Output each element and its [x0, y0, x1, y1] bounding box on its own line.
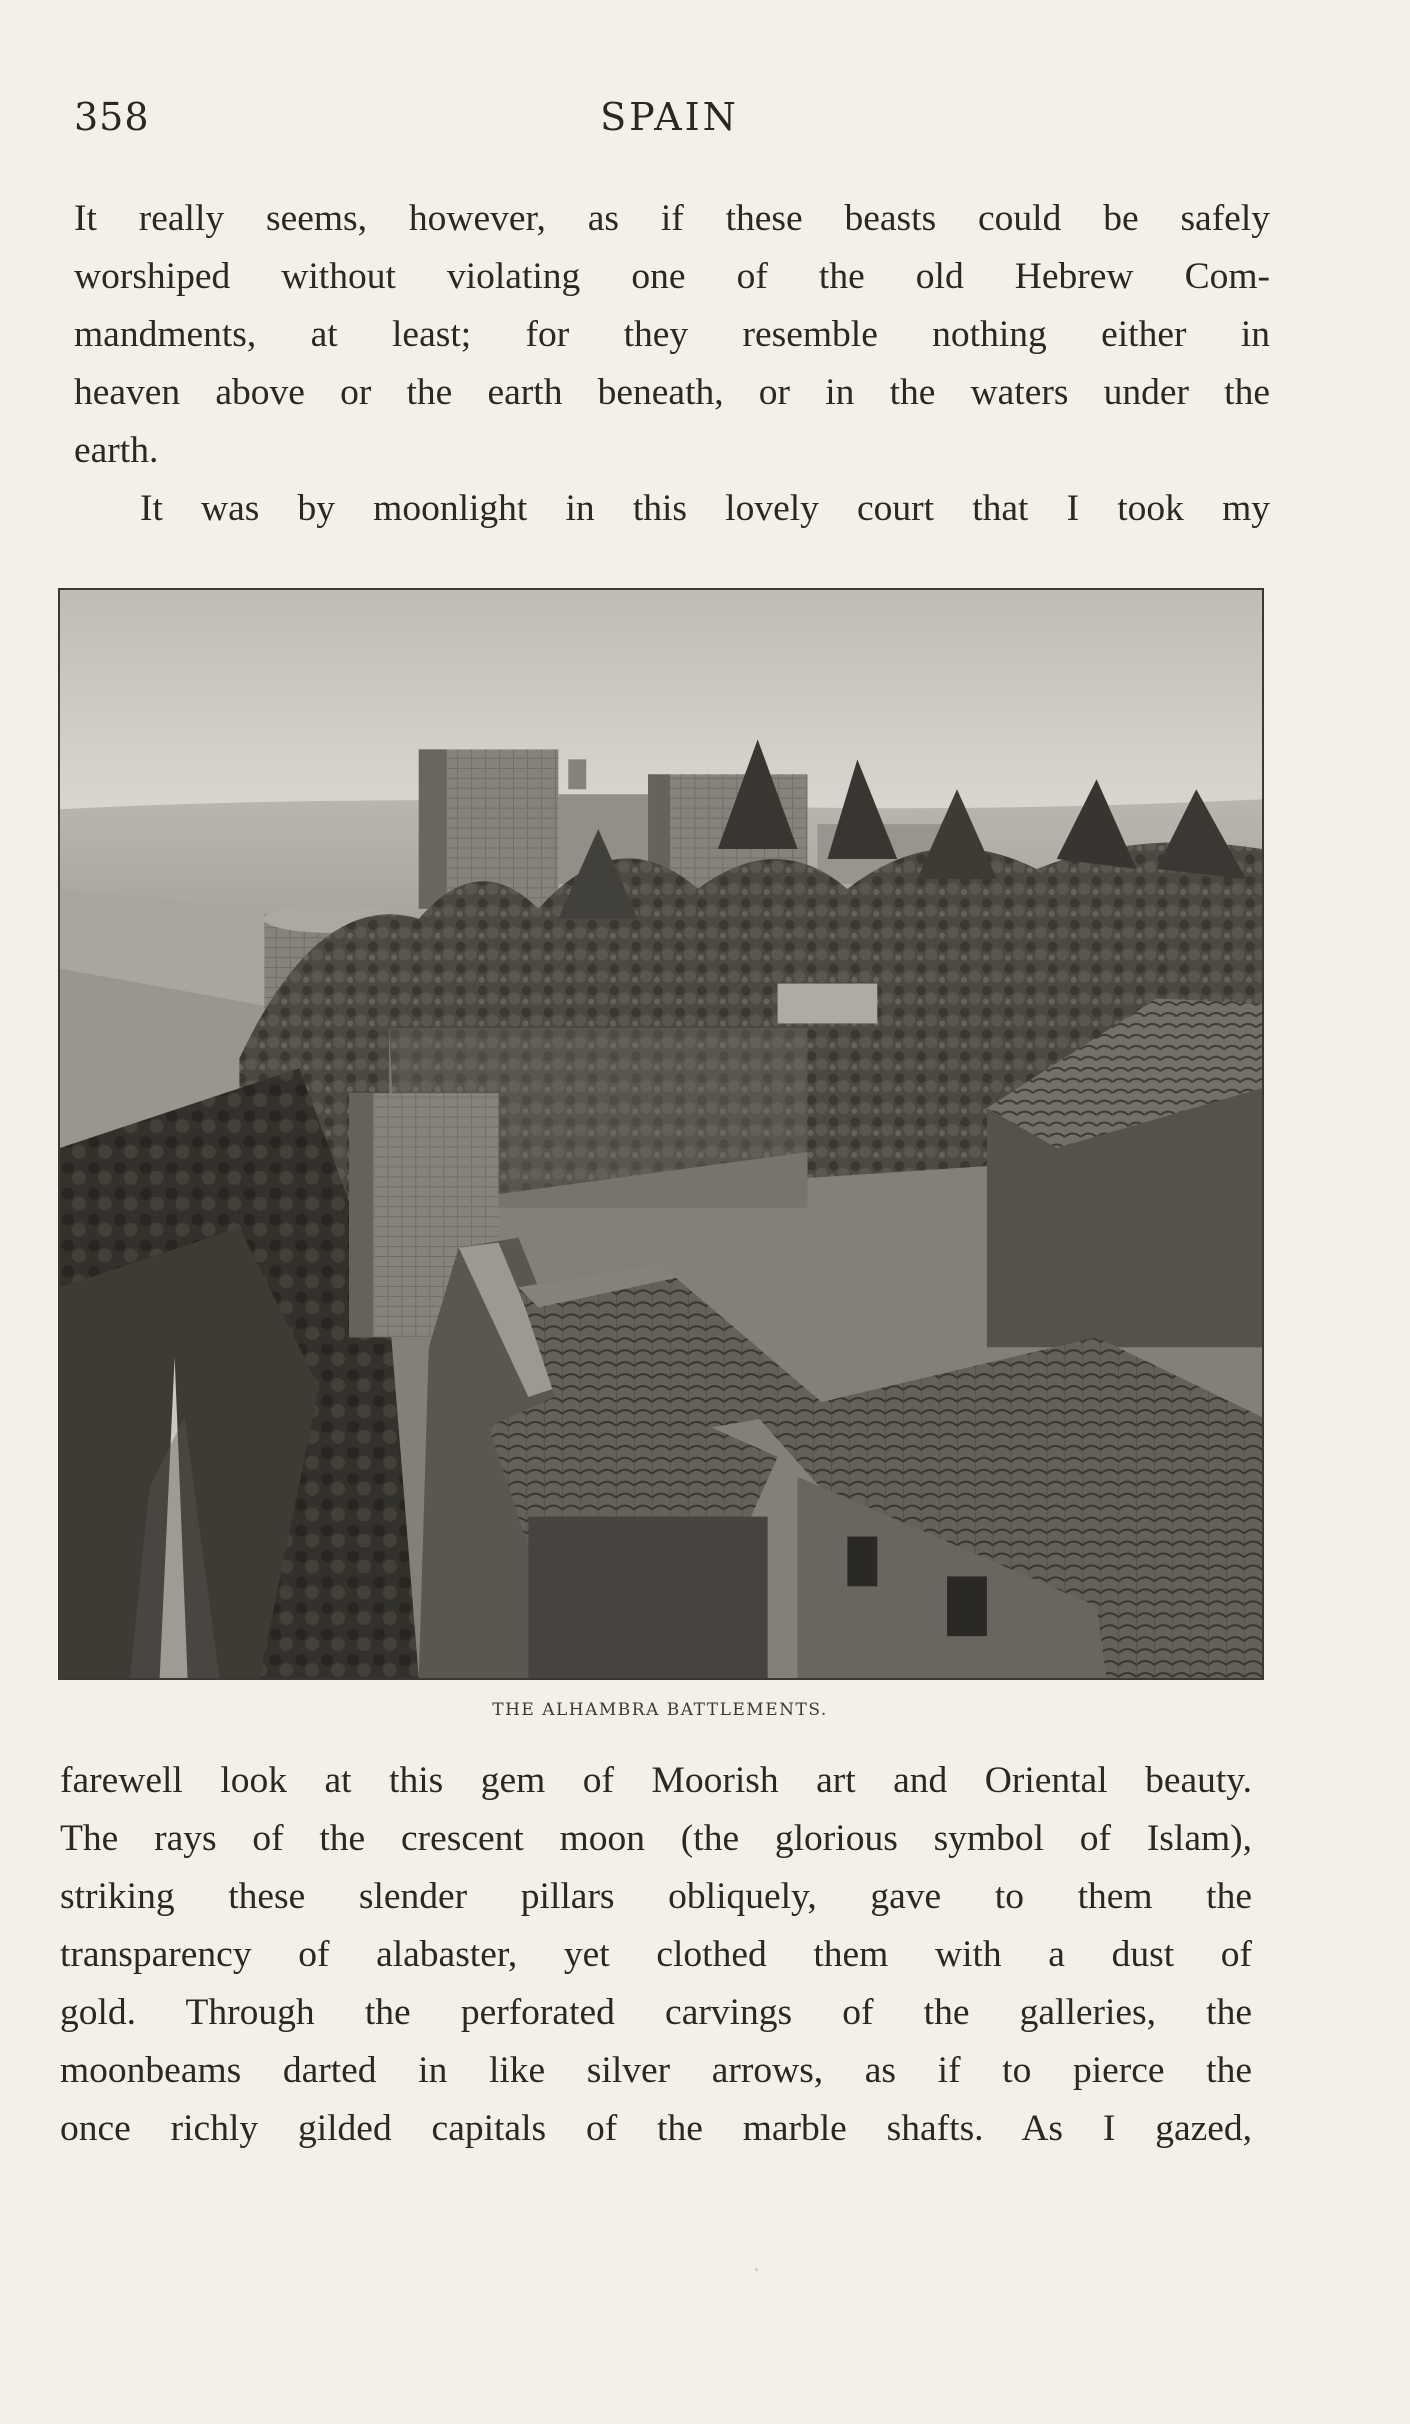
text-line: transparency of alabaster, yet clothed them with a dust of: [60, 1934, 1252, 1975]
text-line: heaven above or the earth beneath, or in the waters under the: [74, 372, 1270, 413]
alhambra-photograph: [58, 588, 1264, 1680]
paper-speck: [755, 2268, 758, 2271]
photograph-illustration: [60, 590, 1262, 1678]
text-line: The rays of the crescent moon (the glorious symbol of Islam),: [60, 1818, 1252, 1859]
body-text-top: [74, 190, 1270, 538]
text-line: moonbeams darted in like silver arrows, as if to pierce the: [60, 2050, 1252, 2091]
text-line: gold. Through the perforated carvings of the galleries, the: [60, 1992, 1252, 2033]
text-line: farewell look at this gem of Moorish art and Oriental beauty.: [60, 1760, 1252, 1801]
plate-caption: THE ALHAMBRA BATTLEMENTS.: [492, 1700, 828, 1720]
text-line: once richly gilded capitals of the marble shafts. As I gazed,: [60, 2108, 1252, 2149]
running-title: SPAIN: [600, 95, 739, 139]
text-line: worshiped without violating one of the old Hebrew Com-: [74, 256, 1270, 297]
text-line: It really seems, however, as if these beasts could be safely: [74, 198, 1270, 239]
body-text-bottom: [60, 1752, 1252, 2158]
text-line: striking these slender pillars obliquely, gave to them the: [60, 1876, 1252, 1917]
text-line: earth.: [74, 430, 159, 471]
running-head: [74, 95, 1265, 145]
text-line: It was by moonlight in this lovely court that I took my: [140, 488, 1270, 529]
page-number: 358: [74, 95, 150, 139]
text-line: mandments, at least; for they resemble nothing either in: [74, 314, 1270, 355]
